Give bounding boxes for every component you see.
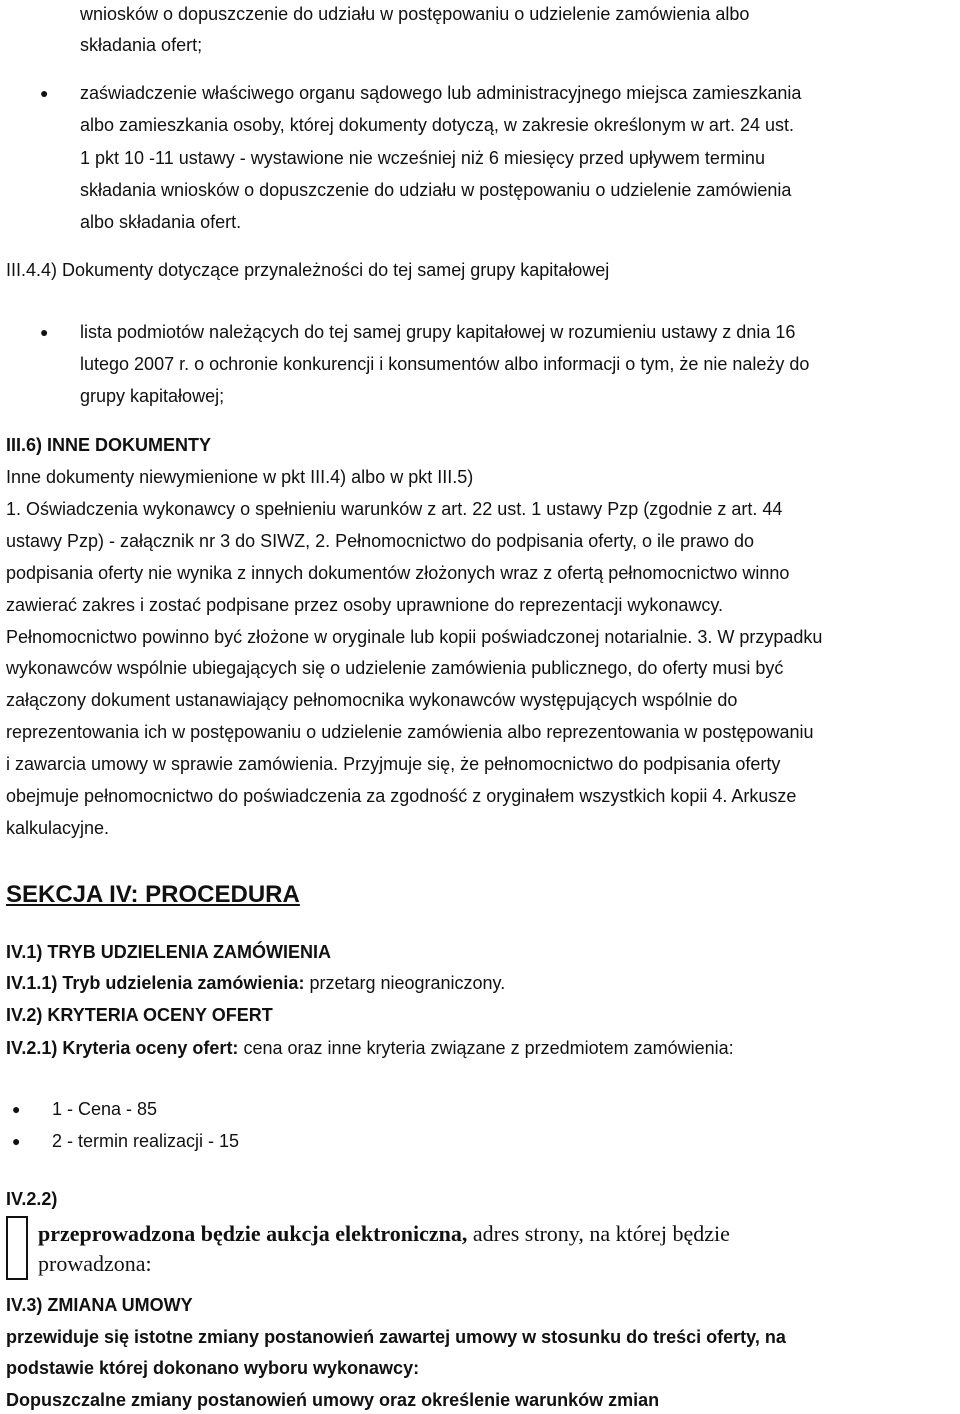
bullet-icon: ● [40, 324, 49, 340]
subsection-heading: IV.2.2) [6, 1189, 58, 1209]
auction-label: przeprowadzona będzie aukcja elektroniczna, [38, 1221, 468, 1246]
text-line [38, 1219, 730, 1249]
auction-text: adres strony, na której będzie [467, 1221, 730, 1246]
text-line: obejmuje pełnomocnictwo do poświadczenia za zgodność z oryginałem wszystkich kopii 4. Arkusze [6, 786, 797, 806]
section-heading: III.6) INNE DOKUMENTY [6, 435, 212, 455]
list-item: 2 - termin realizacji - 15 [52, 1131, 240, 1151]
text-line: albo zamieszkania osoby, której dokumenty dotyczą, w zakresie określonym w art. 24 ust. [80, 115, 794, 135]
text-line: Pełnomocnictwo powinno być złożone w oryginale lub kopii poświadczonej notarialnie. 3. W przypadku [6, 627, 823, 647]
field-value: cena oraz inne kryteria związane z przedmiotem zamówienia: [238, 1038, 734, 1058]
subsection-heading: IV.1) TRYB UDZIELENIA ZAMÓWIENIA [6, 942, 332, 962]
checkbox-icon [6, 1216, 28, 1280]
subsection-heading: IV.2) KRYTERIA OCENY OFERT [6, 1005, 273, 1025]
text-line: przewiduje się istotne zmiany postanowień zawartej umowy w stosunku do treści oferty, na [6, 1327, 786, 1347]
bullet-icon: ● [12, 1133, 21, 1149]
text-line: reprezentowania ich w postępowaniu o udzielenie zamówienia albo reprezentowania w postępowaniu [6, 722, 814, 742]
text-line: lutego 2007 r. o ochronie konkurencji i konsumentów albo informacji o tym, że nie należy do [80, 354, 810, 374]
text-line: zaświadczenie właściwego organu sądowego lub administracyjnego miejsca zamieszkania [80, 83, 802, 103]
text-line: prowadzona: [38, 1251, 152, 1276]
text-line: kalkulacyjne. [6, 818, 110, 838]
bullet-icon: ● [12, 1101, 21, 1117]
text-line: albo składania ofert. [80, 212, 242, 232]
text-line: zawierać zakres i zostać podpisane przez osoby uprawnione do reprezentacji wykonawcy. [6, 595, 724, 615]
bullet-icon: ● [40, 85, 49, 101]
text-line: składania ofert; [80, 35, 203, 55]
field-label: IV.2.1) Kryteria oceny ofert: [6, 1038, 239, 1058]
text-line [6, 1036, 734, 1060]
section-title: SEKCJA IV: PROCEDURA [6, 881, 300, 908]
list-item: 1 - Cena - 85 [52, 1099, 158, 1119]
text-line: składania wniosków o dopuszczenie do udziału w postępowaniu o udzielenie zamówienia [80, 180, 792, 200]
text-line: podpisania oferty nie wynika z innych dokumentów złożonych wraz z ofertą pełnomocnictwo winno [6, 563, 790, 583]
text-line: i zawarcia umowy w sprawie zamówienia. Przyjmuje się, że pełnomocnictwo do podpisania oferty [6, 754, 781, 774]
text-line [6, 971, 505, 995]
text-line: wykonawców wspólnie ubiegających się o udzielenie zamówienia publicznego, do oferty musi być [6, 658, 784, 678]
text-line: 1. Oświadczenia wykonawcy o spełnieniu warunków z art. 22 ust. 1 ustawy Pzp (zgodnie z art. 44 [6, 499, 783, 519]
field-value: przetarg nieograniczony. [304, 973, 506, 993]
text-line: podstawie której dokonano wyboru wykonawcy: [6, 1358, 420, 1378]
text-line: Inne dokumenty niewymienione w pkt III.4) albo w pkt III.5) [6, 467, 474, 487]
text-line: 1 pkt 10 -11 ustawy - wystawione nie wcześniej niż 6 miesięcy przed upływem terminu [80, 148, 765, 168]
subsection-heading: IV.3) ZMIANA UMOWY [6, 1295, 193, 1315]
text-line: załączony dokument ustanawiający pełnomocnika wykonawców występujących wspólnie do [6, 690, 738, 710]
text-line: lista podmiotów należących do tej samej grupy kapitałowej w rozumieniu ustawy z dnia 16 [80, 322, 796, 342]
text-line: wniosków o dopuszczenie do udziału w postępowaniu o udzielenie zamówienia albo [80, 4, 750, 24]
section-heading: III.4.4) Dokumenty dotyczące przynależności do tej samej grupy kapitałowej [6, 260, 610, 280]
text-line: grupy kapitałowej; [80, 386, 225, 406]
text-line: ustawy Pzp) - załącznik nr 3 do SIWZ, 2. Pełnomocnictwo do podpisania oferty, o ile prawo do [6, 531, 755, 551]
text-line: Dopuszczalne zmiany postanowień umowy oraz określenie warunków zmian [6, 1390, 660, 1410]
field-label: IV.1.1) Tryb udzielenia zamówienia: [6, 973, 305, 993]
